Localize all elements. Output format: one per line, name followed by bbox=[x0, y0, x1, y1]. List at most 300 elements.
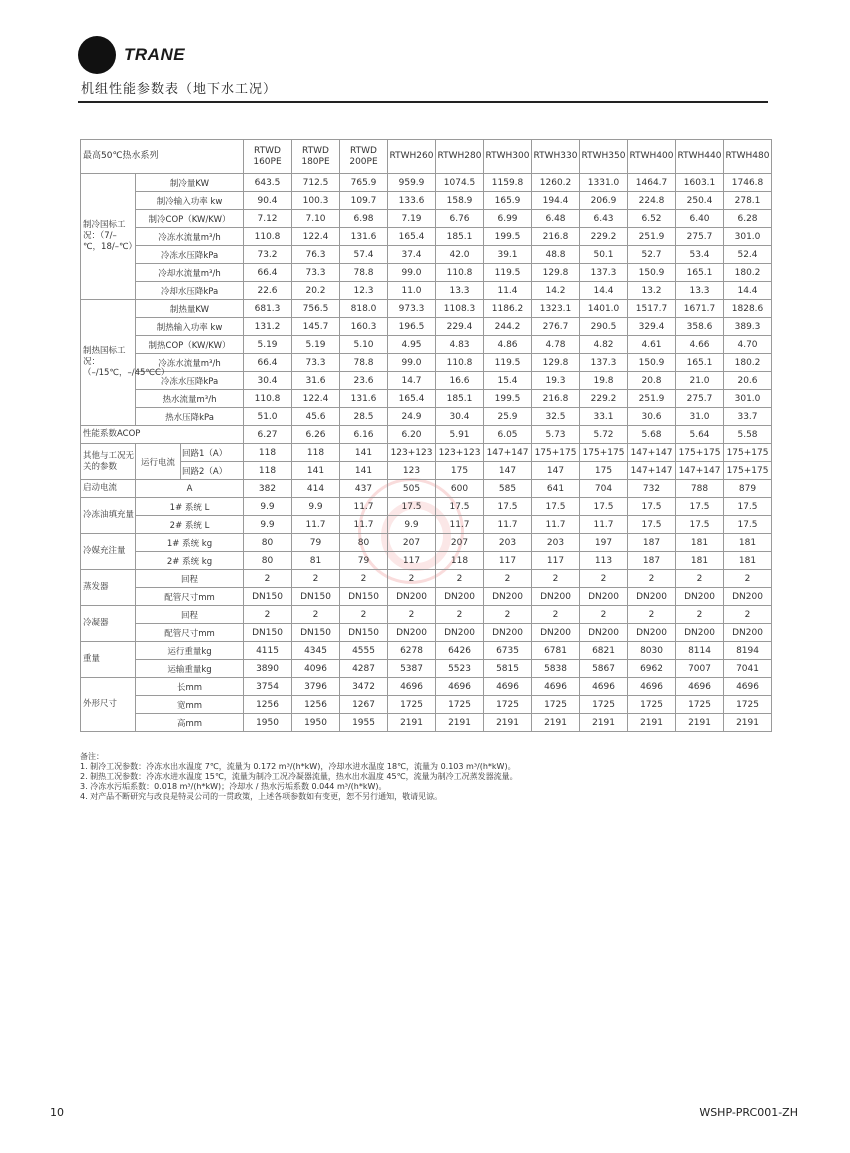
value-cell: DN200 bbox=[628, 588, 676, 606]
value-cell: 1186.2 bbox=[484, 300, 532, 318]
value-cell: 8194 bbox=[724, 642, 772, 660]
value-cell: 1950 bbox=[292, 714, 340, 732]
value-cell: 20.6 bbox=[724, 372, 772, 390]
dimension-row bbox=[81, 678, 772, 696]
value-cell: 118 bbox=[244, 444, 292, 462]
cooling-row bbox=[81, 246, 772, 264]
title-divider bbox=[78, 101, 768, 103]
cooling-row bbox=[81, 228, 772, 246]
weight-row bbox=[81, 660, 772, 678]
value-cell: DN150 bbox=[244, 588, 292, 606]
value-cell: 80 bbox=[244, 534, 292, 552]
row-label: 运行重量kg bbox=[136, 642, 244, 660]
evaporator-row bbox=[81, 570, 772, 588]
value-cell: 437 bbox=[340, 480, 388, 498]
value-cell: DN150 bbox=[340, 624, 388, 642]
value-cell: 2 bbox=[244, 606, 292, 624]
value-cell: 14.7 bbox=[388, 372, 436, 390]
value-cell: 2191 bbox=[388, 714, 436, 732]
row-label: 运输重量kg bbox=[136, 660, 244, 678]
condenser-row bbox=[81, 624, 772, 642]
value-cell: DN200 bbox=[532, 588, 580, 606]
value-cell: 765.9 bbox=[340, 174, 388, 192]
value-cell: 110.8 bbox=[244, 228, 292, 246]
value-cell: 3796 bbox=[292, 678, 340, 696]
value-cell: 73.3 bbox=[292, 354, 340, 372]
row-label: 2# 系统 L bbox=[136, 516, 244, 534]
row-label: 制冷输入功率 kw bbox=[136, 192, 244, 210]
oil-row bbox=[81, 516, 772, 534]
value-cell: 1256 bbox=[292, 696, 340, 714]
value-cell: 1725 bbox=[724, 696, 772, 714]
value-cell: 119.5 bbox=[484, 264, 532, 282]
value-cell: 641 bbox=[532, 480, 580, 498]
value-cell: 2 bbox=[292, 570, 340, 588]
value-cell: 52.7 bbox=[628, 246, 676, 264]
value-cell: 2 bbox=[292, 606, 340, 624]
value-cell: 216.8 bbox=[532, 228, 580, 246]
value-cell: 51.0 bbox=[244, 408, 292, 426]
value-cell: 175+175 bbox=[580, 444, 628, 462]
value-cell: 4555 bbox=[340, 642, 388, 660]
value-cell: 5.64 bbox=[676, 426, 724, 444]
value-cell: 5838 bbox=[532, 660, 580, 678]
value-cell: 181 bbox=[724, 534, 772, 552]
value-cell: 4696 bbox=[436, 678, 484, 696]
value-cell: 5.10 bbox=[340, 336, 388, 354]
value-cell: 600 bbox=[436, 480, 484, 498]
value-cell: 4.66 bbox=[676, 336, 724, 354]
value-cell: 6.99 bbox=[484, 210, 532, 228]
run-current-row bbox=[81, 462, 772, 480]
value-cell: 2 bbox=[580, 606, 628, 624]
value-cell: 1517.7 bbox=[628, 300, 676, 318]
row-label: 冷冻水压降kPa bbox=[136, 246, 244, 264]
value-cell: 4696 bbox=[532, 678, 580, 696]
value-cell: 147+147 bbox=[484, 444, 532, 462]
value-cell: 414 bbox=[292, 480, 340, 498]
value-cell: 5.19 bbox=[292, 336, 340, 354]
value-cell: 131.6 bbox=[340, 228, 388, 246]
value-cell: 175+175 bbox=[676, 444, 724, 462]
value-cell: 389.3 bbox=[724, 318, 772, 336]
value-cell: 4345 bbox=[292, 642, 340, 660]
value-cell: 5.68 bbox=[628, 426, 676, 444]
value-cell: 1725 bbox=[388, 696, 436, 714]
value-cell: 6.98 bbox=[340, 210, 388, 228]
value-cell: 6.20 bbox=[388, 426, 436, 444]
heating-group-label: 制热国标工况：（–/15℃，–/45℃C） bbox=[81, 300, 136, 426]
value-cell: 4696 bbox=[628, 678, 676, 696]
value-cell: 2 bbox=[388, 570, 436, 588]
value-cell: 959.9 bbox=[388, 174, 436, 192]
value-cell: 196.5 bbox=[388, 318, 436, 336]
value-cell: 113 bbox=[580, 552, 628, 570]
value-cell: 704 bbox=[580, 480, 628, 498]
value-cell: 175+175 bbox=[724, 462, 772, 480]
row-label: 回程 bbox=[136, 570, 244, 588]
value-cell: 11.7 bbox=[292, 516, 340, 534]
model-header: RTWH350 bbox=[580, 140, 628, 174]
row-label: 配管尺寸mm bbox=[136, 588, 244, 606]
value-cell: DN200 bbox=[532, 624, 580, 642]
value-cell: 2 bbox=[532, 570, 580, 588]
value-cell: 8030 bbox=[628, 642, 676, 660]
value-cell: 73.3 bbox=[292, 264, 340, 282]
value-cell: 17.5 bbox=[724, 516, 772, 534]
value-cell: 2191 bbox=[628, 714, 676, 732]
value-cell: 275.7 bbox=[676, 390, 724, 408]
value-cell: 1725 bbox=[484, 696, 532, 714]
value-cell: 165.4 bbox=[388, 390, 436, 408]
value-cell: 66.4 bbox=[244, 354, 292, 372]
row-label: 制冷COP（KW/KW） bbox=[136, 210, 244, 228]
value-cell: 81 bbox=[292, 552, 340, 570]
value-cell: 20.8 bbox=[628, 372, 676, 390]
value-cell: 203 bbox=[532, 534, 580, 552]
value-cell: 4096 bbox=[292, 660, 340, 678]
value-cell: 1323.1 bbox=[532, 300, 580, 318]
value-cell: 147 bbox=[532, 462, 580, 480]
value-cell: 301.0 bbox=[724, 390, 772, 408]
value-cell: 2191 bbox=[580, 714, 628, 732]
value-cell: 9.9 bbox=[292, 498, 340, 516]
value-cell: 6821 bbox=[580, 642, 628, 660]
value-cell: 2 bbox=[628, 606, 676, 624]
value-cell: 251.9 bbox=[628, 228, 676, 246]
row-label: 热水压降kPa bbox=[136, 408, 244, 426]
value-cell: 165.1 bbox=[676, 264, 724, 282]
value-cell: 7007 bbox=[676, 660, 724, 678]
value-cell: 681.3 bbox=[244, 300, 292, 318]
value-cell: 73.2 bbox=[244, 246, 292, 264]
startup-current-label: 启动电流 bbox=[81, 480, 136, 498]
value-cell: 11.7 bbox=[340, 498, 388, 516]
value-cell: 137.3 bbox=[580, 264, 628, 282]
value-cell: 22.6 bbox=[244, 282, 292, 300]
value-cell: 23.6 bbox=[340, 372, 388, 390]
value-cell: 175 bbox=[580, 462, 628, 480]
value-cell: 229.4 bbox=[436, 318, 484, 336]
value-cell: 52.4 bbox=[724, 246, 772, 264]
value-cell: 13.3 bbox=[676, 282, 724, 300]
value-cell: 2 bbox=[436, 606, 484, 624]
value-cell: 1260.2 bbox=[532, 174, 580, 192]
value-cell: 6.27 bbox=[244, 426, 292, 444]
value-cell: 181 bbox=[724, 552, 772, 570]
value-cell: 6.43 bbox=[580, 210, 628, 228]
value-cell: 5815 bbox=[484, 660, 532, 678]
value-cell: 39.1 bbox=[484, 246, 532, 264]
value-cell: 879 bbox=[724, 480, 772, 498]
condenser-row bbox=[81, 606, 772, 624]
value-cell: 4.70 bbox=[724, 336, 772, 354]
row-label: 配管尺寸mm bbox=[136, 624, 244, 642]
refrigerant-row bbox=[81, 534, 772, 552]
value-cell: 123 bbox=[388, 462, 436, 480]
value-cell: 3472 bbox=[340, 678, 388, 696]
value-cell: 122.4 bbox=[292, 228, 340, 246]
value-cell: 150.9 bbox=[628, 354, 676, 372]
model-header: RTWH300 bbox=[484, 140, 532, 174]
value-cell: 21.0 bbox=[676, 372, 724, 390]
value-cell: 48.8 bbox=[532, 246, 580, 264]
value-cell: 6278 bbox=[388, 642, 436, 660]
performance-table bbox=[80, 139, 772, 732]
value-cell: 66.4 bbox=[244, 264, 292, 282]
value-cell: 585 bbox=[484, 480, 532, 498]
value-cell: 4696 bbox=[484, 678, 532, 696]
value-cell: 1159.8 bbox=[484, 174, 532, 192]
refrigerant-group-label: 冷媒充注量 bbox=[81, 534, 136, 570]
value-cell: DN200 bbox=[724, 588, 772, 606]
value-cell: 6.16 bbox=[340, 426, 388, 444]
value-cell: 2 bbox=[532, 606, 580, 624]
trane-logo bbox=[78, 36, 185, 74]
row-label: 制热输入功率 kw bbox=[136, 318, 244, 336]
value-cell: 2 bbox=[676, 606, 724, 624]
value-cell: 13.3 bbox=[436, 282, 484, 300]
value-cell: 17.5 bbox=[532, 498, 580, 516]
value-cell: 110.8 bbox=[436, 354, 484, 372]
value-cell: 122.4 bbox=[292, 390, 340, 408]
evaporator-group-label: 蒸发器 bbox=[81, 570, 136, 606]
value-cell: 100.3 bbox=[292, 192, 340, 210]
value-cell: 181 bbox=[676, 552, 724, 570]
notes-title: 备注： bbox=[80, 752, 104, 761]
value-cell: 229.2 bbox=[580, 390, 628, 408]
acop-row bbox=[81, 426, 772, 444]
value-cell: 2 bbox=[484, 606, 532, 624]
value-cell: 2 bbox=[388, 606, 436, 624]
condenser-group-label: 冷凝器 bbox=[81, 606, 136, 642]
value-cell: DN200 bbox=[436, 624, 484, 642]
value-cell: 147+147 bbox=[628, 462, 676, 480]
value-cell: 329.4 bbox=[628, 318, 676, 336]
value-cell: 175 bbox=[436, 462, 484, 480]
value-cell: 147 bbox=[484, 462, 532, 480]
value-cell: 80 bbox=[340, 534, 388, 552]
value-cell: 37.4 bbox=[388, 246, 436, 264]
value-cell: 117 bbox=[532, 552, 580, 570]
value-cell: 8114 bbox=[676, 642, 724, 660]
row-label: 制热COP（KW/KW） bbox=[136, 336, 244, 354]
value-cell: 165.1 bbox=[676, 354, 724, 372]
value-cell: 99.0 bbox=[388, 354, 436, 372]
value-cell: 99.0 bbox=[388, 264, 436, 282]
model-header: RTWH400 bbox=[628, 140, 676, 174]
page-number: 10 bbox=[50, 1106, 64, 1119]
value-cell: 973.3 bbox=[388, 300, 436, 318]
value-cell: DN150 bbox=[292, 624, 340, 642]
logo-wordmark: TRANE bbox=[124, 45, 186, 64]
refrigerant-row bbox=[81, 552, 772, 570]
value-cell: 31.0 bbox=[676, 408, 724, 426]
model-header: RTWH440 bbox=[676, 140, 724, 174]
value-cell: 4.61 bbox=[628, 336, 676, 354]
heating-row bbox=[81, 318, 772, 336]
value-cell: 2 bbox=[724, 570, 772, 588]
value-cell: 118 bbox=[244, 462, 292, 480]
acop-label: 性能系数ACOP bbox=[81, 426, 244, 444]
value-cell: 1331.0 bbox=[580, 174, 628, 192]
value-cell: 30.4 bbox=[436, 408, 484, 426]
value-cell: 6.28 bbox=[724, 210, 772, 228]
value-cell: 6781 bbox=[532, 642, 580, 660]
value-cell: 137.3 bbox=[580, 354, 628, 372]
value-cell: 147+147 bbox=[628, 444, 676, 462]
value-cell: 4115 bbox=[244, 642, 292, 660]
value-cell: DN150 bbox=[292, 588, 340, 606]
value-cell: 11.7 bbox=[484, 516, 532, 534]
value-cell: 187 bbox=[628, 534, 676, 552]
value-cell: 207 bbox=[436, 534, 484, 552]
value-cell: 13.2 bbox=[628, 282, 676, 300]
value-cell: 17.5 bbox=[676, 498, 724, 516]
value-cell: 78.8 bbox=[340, 264, 388, 282]
value-cell: 147+147 bbox=[676, 462, 724, 480]
value-cell: 2191 bbox=[436, 714, 484, 732]
value-cell: 224.8 bbox=[628, 192, 676, 210]
value-cell: 50.1 bbox=[580, 246, 628, 264]
value-cell: 17.5 bbox=[628, 498, 676, 516]
value-cell: 80 bbox=[244, 552, 292, 570]
value-cell: 643.5 bbox=[244, 174, 292, 192]
value-cell: 4696 bbox=[388, 678, 436, 696]
cooling-row bbox=[81, 282, 772, 300]
value-cell: 1725 bbox=[628, 696, 676, 714]
value-cell: 1267 bbox=[340, 696, 388, 714]
value-cell: 131.6 bbox=[340, 390, 388, 408]
value-cell: 1725 bbox=[436, 696, 484, 714]
value-cell: 24.9 bbox=[388, 408, 436, 426]
value-cell: DN150 bbox=[244, 624, 292, 642]
value-cell: 5.19 bbox=[244, 336, 292, 354]
value-cell: 301.0 bbox=[724, 228, 772, 246]
value-cell: 3890 bbox=[244, 660, 292, 678]
value-cell: 3754 bbox=[244, 678, 292, 696]
value-cell: 17.5 bbox=[436, 498, 484, 516]
value-cell: 131.2 bbox=[244, 318, 292, 336]
table-header-row bbox=[81, 140, 772, 174]
startup-current-unit: A bbox=[136, 480, 244, 498]
value-cell: 382 bbox=[244, 480, 292, 498]
value-cell: 9.9 bbox=[244, 498, 292, 516]
value-cell: DN200 bbox=[388, 588, 436, 606]
value-cell: 28.5 bbox=[340, 408, 388, 426]
value-cell: 19.3 bbox=[532, 372, 580, 390]
value-cell: 133.6 bbox=[388, 192, 436, 210]
value-cell: 1108.3 bbox=[436, 300, 484, 318]
value-cell: 1828.6 bbox=[724, 300, 772, 318]
value-cell: 732 bbox=[628, 480, 676, 498]
value-cell: 117 bbox=[388, 552, 436, 570]
model-header: RTWH280 bbox=[436, 140, 484, 174]
value-cell: 194.4 bbox=[532, 192, 580, 210]
value-cell: DN200 bbox=[628, 624, 676, 642]
value-cell: 78.8 bbox=[340, 354, 388, 372]
value-cell: 275.7 bbox=[676, 228, 724, 246]
value-cell: 123+123 bbox=[436, 444, 484, 462]
value-cell: 17.5 bbox=[388, 498, 436, 516]
value-cell: DN200 bbox=[676, 624, 724, 642]
value-cell: 4696 bbox=[580, 678, 628, 696]
value-cell: DN200 bbox=[388, 624, 436, 642]
value-cell: 79 bbox=[340, 552, 388, 570]
value-cell: 14.4 bbox=[580, 282, 628, 300]
value-cell: 185.1 bbox=[436, 390, 484, 408]
row-label: 长mm bbox=[136, 678, 244, 696]
weight-row bbox=[81, 642, 772, 660]
value-cell: 5387 bbox=[388, 660, 436, 678]
value-cell: 160.3 bbox=[340, 318, 388, 336]
value-cell: 110.8 bbox=[244, 390, 292, 408]
value-cell: 11.7 bbox=[436, 516, 484, 534]
value-cell: 1671.7 bbox=[676, 300, 724, 318]
value-cell: 6962 bbox=[628, 660, 676, 678]
value-cell: 244.2 bbox=[484, 318, 532, 336]
value-cell: 250.4 bbox=[676, 192, 724, 210]
model-header: RTWD 200PE bbox=[340, 140, 388, 174]
value-cell: 118 bbox=[292, 444, 340, 462]
value-cell: 1950 bbox=[244, 714, 292, 732]
value-cell: 119.5 bbox=[484, 354, 532, 372]
value-cell: 129.8 bbox=[532, 354, 580, 372]
value-cell: 276.7 bbox=[532, 318, 580, 336]
value-cell: 505 bbox=[388, 480, 436, 498]
value-cell: 2 bbox=[484, 570, 532, 588]
value-cell: 30.6 bbox=[628, 408, 676, 426]
value-cell: 2 bbox=[244, 570, 292, 588]
value-cell: 229.2 bbox=[580, 228, 628, 246]
value-cell: 118 bbox=[436, 552, 484, 570]
value-cell: 11.4 bbox=[484, 282, 532, 300]
value-cell: 11.7 bbox=[580, 516, 628, 534]
model-header: RTWH260 bbox=[388, 140, 436, 174]
value-cell: 251.9 bbox=[628, 390, 676, 408]
value-cell: 756.5 bbox=[292, 300, 340, 318]
row-label: 制热量KW bbox=[136, 300, 244, 318]
value-cell: 4.86 bbox=[484, 336, 532, 354]
value-cell: 53.4 bbox=[676, 246, 724, 264]
row-label: 冷却水压降kPa bbox=[136, 282, 244, 300]
value-cell: DN200 bbox=[484, 624, 532, 642]
value-cell: 141 bbox=[340, 444, 388, 462]
value-cell: 2 bbox=[340, 570, 388, 588]
value-cell: 207 bbox=[388, 534, 436, 552]
cooling-row bbox=[81, 210, 772, 228]
value-cell: 5867 bbox=[580, 660, 628, 678]
value-cell: 1401.0 bbox=[580, 300, 628, 318]
value-cell: 6.26 bbox=[292, 426, 340, 444]
value-cell: 4696 bbox=[724, 678, 772, 696]
value-cell: 6.52 bbox=[628, 210, 676, 228]
cooling-row bbox=[81, 264, 772, 282]
value-cell: 158.9 bbox=[436, 192, 484, 210]
value-cell: DN200 bbox=[676, 588, 724, 606]
heating-row bbox=[81, 300, 772, 318]
heating-row bbox=[81, 336, 772, 354]
dimension-row bbox=[81, 714, 772, 732]
value-cell: 5.91 bbox=[436, 426, 484, 444]
note-item: 1. 制冷工况参数：冷冻水出水温度 7℃，流量为 0.172 m³/(h*kW)，冷却水进水温度 18℃，流量为 0.103 m³/(h*kW)。 bbox=[80, 762, 516, 771]
row-label: 热水流量m³/h bbox=[136, 390, 244, 408]
value-cell: 199.5 bbox=[484, 390, 532, 408]
value-cell: 5.72 bbox=[580, 426, 628, 444]
circuit-label: 回路2（A） bbox=[181, 462, 244, 480]
row-label: 回程 bbox=[136, 606, 244, 624]
model-header: RTWH330 bbox=[532, 140, 580, 174]
